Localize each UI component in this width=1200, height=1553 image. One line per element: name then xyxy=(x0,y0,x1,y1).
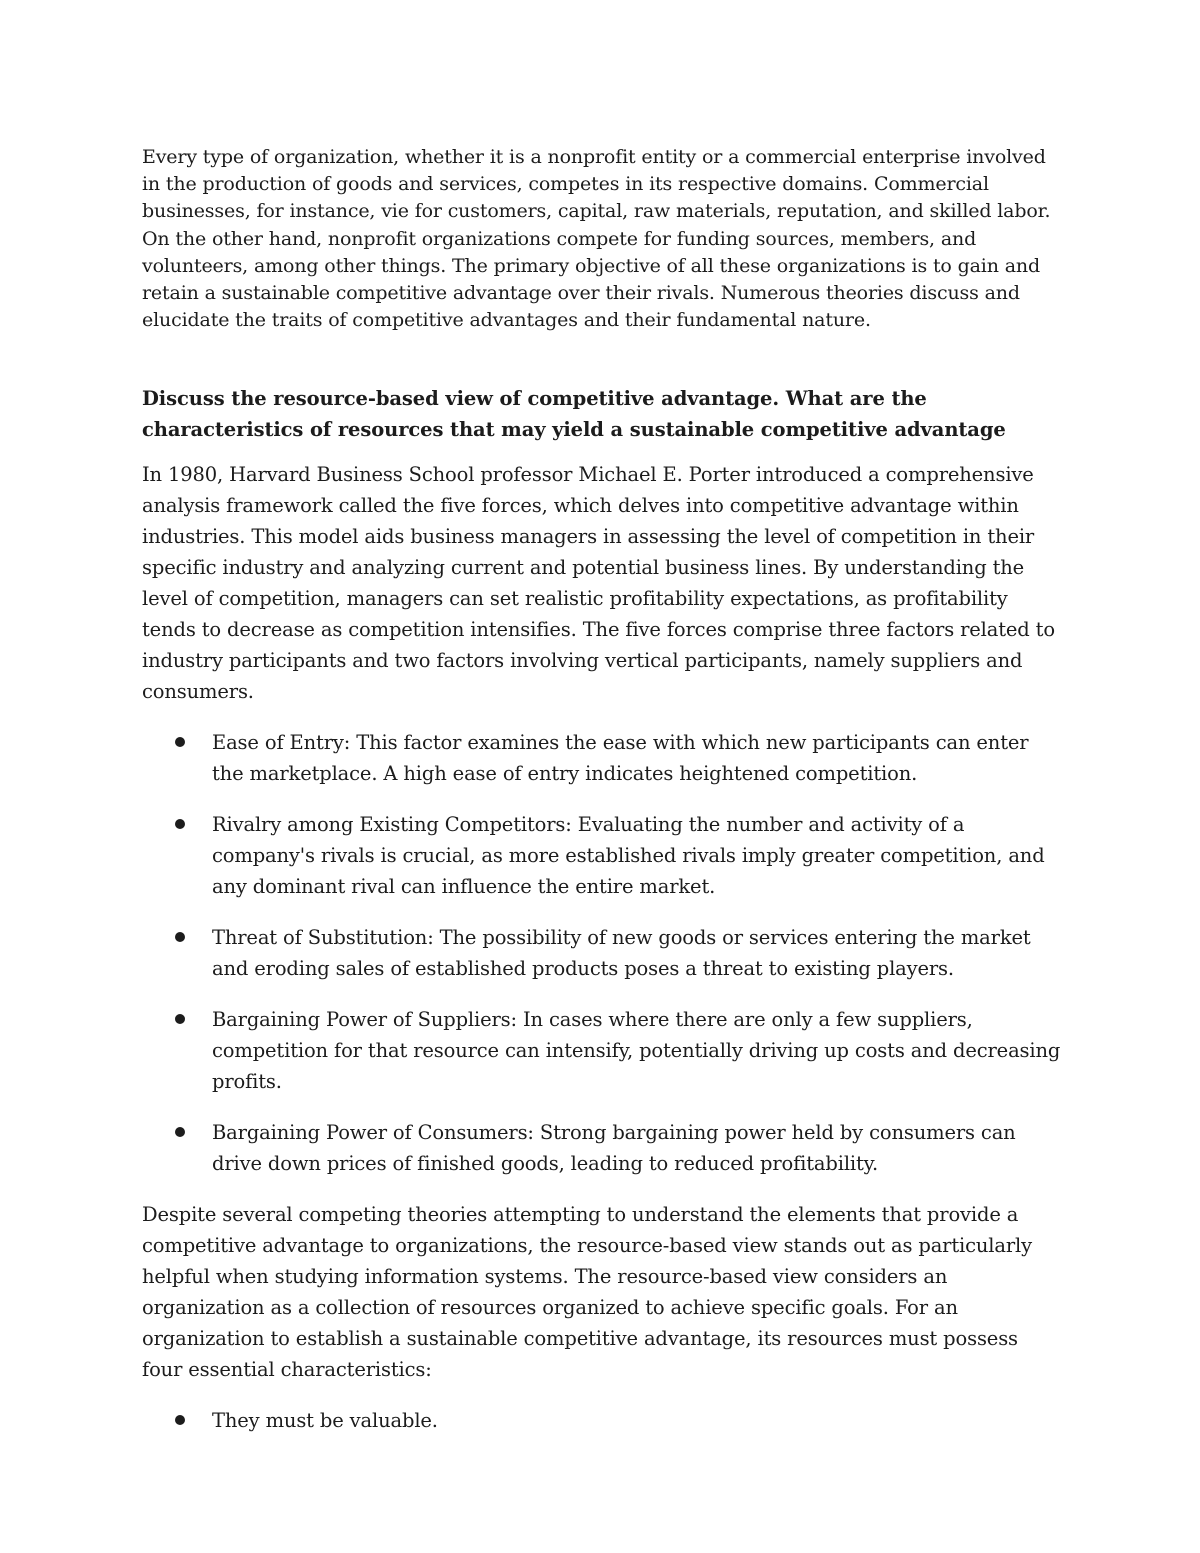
resource-based-view-paragraph: Despite several competing theories attempting to understand the elements that provide a competitive advantage to organizations, the resource-based view stands out as particularly helpful when studying information systems. The resource-based view considers an organization as a collection of resources organized to achieve specific goals. For an organization to establish a sustainable competitive advantage, its resources must possess four essential characteristics: xyxy=(142,1203,1032,1382)
list-item-text: Bargaining Power of Consumers: Strong bargaining power held by consumers can drive down prices of finished goods, leading to reduced profitability. xyxy=(212,1121,1016,1176)
list-item-text: They must be valuable. xyxy=(212,1409,438,1433)
list-item-text: Bargaining Power of Suppliers: In cases where there are only a few suppliers, competition for that resource can intensify, potentially driving up costs and decreasing profits. xyxy=(212,1008,1061,1094)
bullet-icon xyxy=(175,1415,185,1425)
bullet-icon xyxy=(175,819,185,829)
bullet-icon xyxy=(175,932,185,942)
intro-paragraph: Every type of organization, whether it is a nonprofit entity or a commercial enterprise involved in the production of goods and services, competes in its respective domains. Commercial businesses, for instance, vie for customers, capital, raw materials, reputation, and skilled labor. On the other hand, nonprofit organizations compete for funding sources, members, and volunteers, among other things. The primary objective of all these organizations is to gain and retain a sustainable competitive advantage over their rivals. Numerous theories discuss and elucidate the traits of competitive advantages and their fundamental nature. xyxy=(142,146,1051,332)
bullet-icon xyxy=(175,1014,185,1024)
list-item-text: Ease of Entry: This factor examines the ease with which new participants can enter the marketplace. A high ease of entry indicates heightened competition. xyxy=(212,731,1029,786)
list-item-text: Threat of Substitution: The possibility of new goods or services entering the market and eroding sales of established products poses a threat to existing players. xyxy=(212,926,1031,981)
bullet-icon xyxy=(175,737,185,747)
list-item xyxy=(142,727,1062,789)
five-forces-paragraph: In 1980, Harvard Business School professor Michael E. Porter introduced a comprehensive analysis framework called the five forces, which delves into competitive advantage within industries. This model aids business managers in assessing the level of competition in their specific industry and analyzing current and potential business lines. By understanding the level of competition, managers can set realistic profitability expectations, as profitability tends to decrease as competition intensifies. The five forces comprise three factors related to industry participants and two factors involving vertical participants, namely suppliers and consumers. xyxy=(142,463,1055,704)
list-item xyxy=(142,1117,1062,1179)
list-item xyxy=(142,1004,1062,1097)
list-item xyxy=(142,922,1062,984)
characteristics-list xyxy=(142,1405,1062,1436)
question-heading: Discuss the resource-based view of competitive advantage. What are the characteristics of resources that may yield a sustainable competitive advantage xyxy=(142,387,1006,442)
list-item xyxy=(142,809,1062,902)
document-page xyxy=(142,144,1062,1436)
five-forces-list xyxy=(142,727,1062,1179)
list-item-text: Rivalry among Existing Competitors: Evaluating the number and activity of a company's rivals is crucial, as more established rivals imply greater competition, and any dominant rival can influence the entire market. xyxy=(212,813,1045,899)
bullet-icon xyxy=(175,1127,185,1137)
list-item xyxy=(142,1405,1062,1436)
